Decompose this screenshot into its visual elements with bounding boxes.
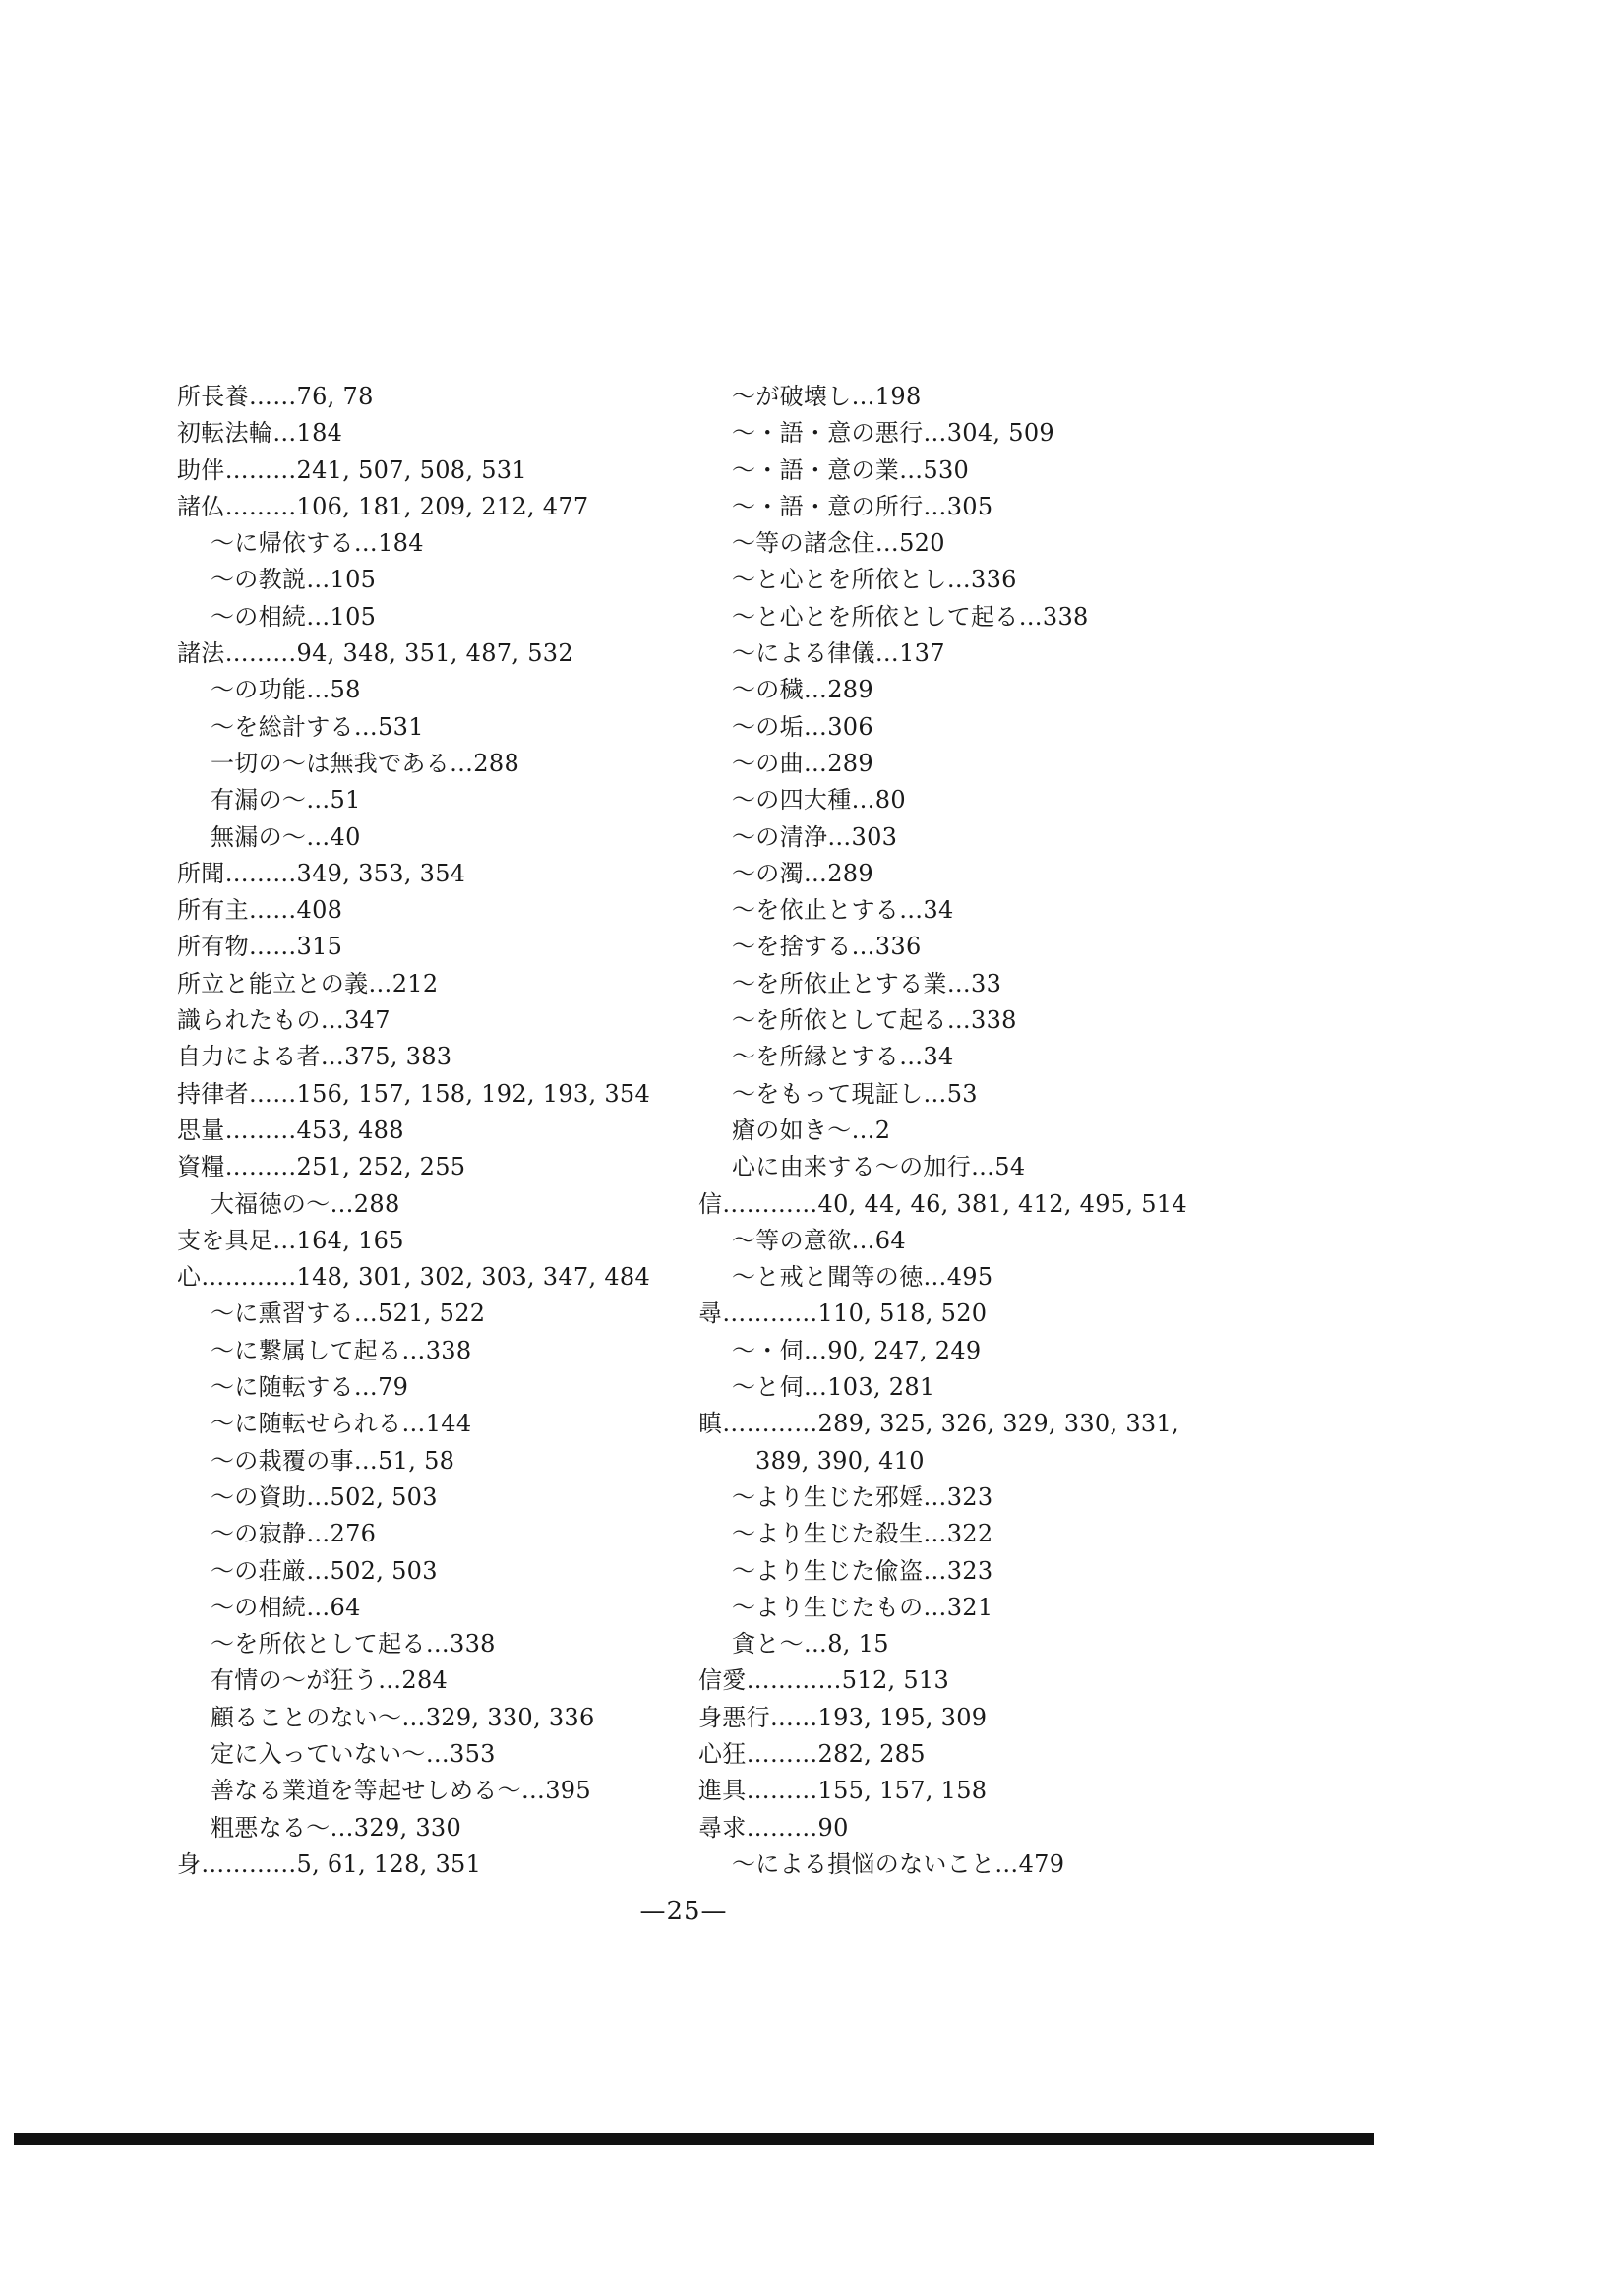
index-column-right (698, 379, 1230, 1883)
index-subentry: 心に由来する～の加行…54 (732, 1153, 1026, 1181)
index-entry: 身悪行……193, 195, 309 (698, 1703, 988, 1731)
index-subentry: ～・語・意の業…530 (732, 455, 970, 484)
index-subentry: ～の相続…64 (211, 1593, 361, 1621)
index-subentry: ～の穢…289 (732, 676, 873, 704)
index-entry: 所立と能立との義…212 (177, 969, 439, 997)
index-entry: 支を具足…164, 165 (177, 1226, 404, 1254)
index-subentry: ～の栽覆の事…51, 58 (211, 1446, 455, 1475)
index-subentry: ～・語・意の所行…305 (732, 492, 993, 520)
index-subentry: ～を所縁とする…34 (732, 1043, 954, 1071)
index-entry: 尋…………110, 518, 520 (698, 1299, 988, 1328)
index-subentry: ～の教説…105 (211, 566, 377, 594)
index-subentry: ～を所依として起る…338 (732, 1006, 1017, 1035)
index-entry: 諸仏………106, 181, 209, 212, 477 (177, 492, 589, 520)
index-entry: 助伴………241, 507, 508, 531 (177, 455, 527, 484)
index-subentry: ～が破壊し…198 (732, 383, 922, 410)
index-subentry: ～と心とを所依とし…336 (732, 566, 1017, 594)
index-subentry: ～の相続…105 (211, 602, 377, 631)
index-subentry: ～より生じた邪婬…323 (732, 1482, 993, 1511)
index-subentry: ～による損悩のないこと…479 (732, 1849, 1065, 1878)
index-subentry: ～の功能…58 (211, 676, 361, 704)
index-subentry: ～の濁…289 (732, 859, 873, 887)
index-subentry: ～の清浄…303 (732, 822, 898, 851)
index-subentry: ～を所依止とする業…33 (732, 969, 1002, 997)
index-subentry: ～の垢…306 (732, 712, 873, 741)
index-subentry: ～の資助…502, 503 (211, 1482, 438, 1511)
index-subentry: ～より生じたもの…321 (732, 1593, 993, 1621)
index-subentry: ～の寂静…276 (211, 1520, 377, 1548)
index-entry: 進具………155, 157, 158 (698, 1777, 988, 1805)
index-subentry: ～に繋属して起る…338 (211, 1336, 472, 1364)
index-subentry: 顧ることのない～…329, 330, 336 (211, 1703, 595, 1731)
index-subentry: 無漏の～…40 (211, 822, 361, 851)
index-entry: 諸法………94, 348, 351, 487, 532 (177, 639, 573, 668)
index-subentry: 定に入っていない～…353 (211, 1739, 496, 1768)
index-subentry: 善なる業道を等起せしめる～…395 (211, 1777, 591, 1805)
index-subentry: ～の曲…289 (732, 749, 873, 777)
index-entry: 信愛…………512, 513 (698, 1666, 950, 1695)
index-subentry: 粗悪なる～…329, 330 (211, 1813, 462, 1842)
index-subentry: ～と伺…103, 281 (732, 1373, 935, 1402)
index-subentry: ～に熏習する…521, 522 (211, 1299, 486, 1328)
index-subentry: 貪と～…8, 15 (732, 1630, 889, 1659)
index-subentry: ～より生じた殺生…322 (732, 1520, 993, 1548)
index-subentry: ～の四大種…80 (732, 786, 906, 815)
index-entry: 識られたもの…347 (177, 1006, 391, 1035)
index-subentry: ～・語・意の悪行…304, 509 (732, 419, 1054, 448)
index-entry: 心…………148, 301, 302, 303, 347, 484 (177, 1263, 651, 1292)
index-entry: 所有主……408 (177, 896, 343, 925)
index-subentry: ～を総計する…531 (211, 712, 424, 741)
index-entry: 思量………453, 488 (177, 1116, 404, 1144)
index-subentry: ～を捨する…336 (732, 933, 922, 961)
index-subentry: ～と戒と聞等の徳…495 (732, 1263, 993, 1292)
index-subentry: ～等の諸念住…520 (732, 529, 945, 558)
index-subentry: ～に随転せられる…144 (211, 1410, 472, 1438)
index-subentry: ～の荘厳…502, 503 (211, 1556, 438, 1585)
index-subentry: ～等の意欲…64 (732, 1226, 906, 1254)
index-subentry: ～を所依として起る…338 (211, 1630, 496, 1659)
index-entry: 心狂………282, 285 (698, 1739, 926, 1768)
index-entry: 信…………40, 44, 46, 381, 412, 495, 514 (698, 1189, 1187, 1218)
index-subentry: ～を依止とする…34 (732, 896, 954, 925)
index-entry: 初転法輪…184 (177, 419, 343, 448)
index-column-left (177, 379, 708, 1883)
index-entry: 所聞………349, 353, 354 (177, 859, 466, 887)
index-entry: 尋求………90 (698, 1813, 849, 1842)
index-entry: 持律者……156, 157, 158, 192, 193, 354 (177, 1079, 651, 1108)
index-entry: 所長養……76, 78 (177, 383, 374, 410)
bottom-rule (14, 2133, 1374, 2145)
index-entry: 資糧………251, 252, 255 (177, 1153, 466, 1181)
index-entry: 身…………5, 61, 128, 351 (177, 1849, 482, 1878)
index-subentry: 大福徳の～…288 (211, 1189, 400, 1218)
index-subentry: ～に随転する…79 (211, 1373, 409, 1402)
index-subentry: ～と心とを所依として起る…338 (732, 602, 1089, 631)
index-subentry: ～に帰依する…184 (211, 529, 424, 558)
index-subentry: 一切の～は無我である…288 (211, 749, 520, 777)
index-subentry: ～をもって現証し…53 (732, 1079, 978, 1108)
index-subentry: 瘡の如き～…2 (732, 1116, 891, 1144)
index-subentry: 389, 390, 410 (755, 1446, 925, 1475)
index-subentry: ～・伺…90, 247, 249 (732, 1336, 982, 1364)
page-number: —25— (639, 1897, 728, 1926)
index-subentry: ～による律儀…137 (732, 639, 945, 668)
index-entry: 所有物……315 (177, 933, 343, 961)
index-subentry: ～より生じた偸盗…323 (732, 1556, 993, 1585)
index-subentry: 有情の～が狂う…284 (211, 1666, 449, 1695)
index-entry: 自力による者…375, 383 (177, 1043, 452, 1071)
index-subentry: 有漏の～…51 (211, 786, 361, 815)
index-entry: 瞋…………289, 325, 326, 329, 330, 331, (698, 1410, 1179, 1438)
